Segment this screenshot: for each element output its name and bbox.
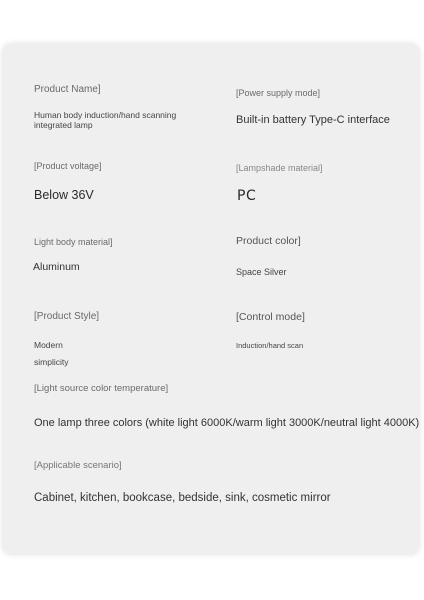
product-style-label: [Product Style] — [34, 311, 100, 322]
product-name-value: Human body induction/hand scanning integrated lamp — [34, 110, 177, 130]
light-body-material-value: Aluminum — [33, 261, 80, 273]
product-name-label: Product Name] — [34, 84, 101, 95]
power-supply-value: Built-in battery Type-C interface — [236, 114, 390, 126]
color-temperature-value: One lamp three colors (white light 6000K/warm light 3000K/neutral light 4000K) — [34, 417, 420, 429]
product-color-label: Product color] — [236, 235, 301, 247]
product-voltage-value: Below 36V — [34, 188, 94, 202]
product-style-value-line2: simplicity — [34, 357, 69, 367]
light-body-material-label: Light body material] — [34, 237, 113, 247]
lampshade-material-value: PC — [237, 188, 257, 204]
control-mode-label: [Control mode] — [236, 311, 305, 323]
color-temperature-label: [Light source color temperature] — [34, 383, 169, 394]
control-mode-value: Induction/hand scan — [236, 341, 304, 350]
product-color-value: Space Silver — [236, 267, 287, 277]
applicable-scenario-value: Cabinet, kitchen, bookcase, bedside, sink, cosmetic mirror — [34, 492, 331, 504]
product-voltage-label: [Product voltage] — [34, 161, 102, 171]
applicable-scenario-label: [Applicable scenario] — [34, 460, 122, 471]
product-style-value-line1: Modern — [34, 340, 63, 350]
lampshade-material-label: [Lampshade material] — [236, 163, 323, 173]
power-supply-label: [Power supply mode] — [236, 88, 321, 98]
